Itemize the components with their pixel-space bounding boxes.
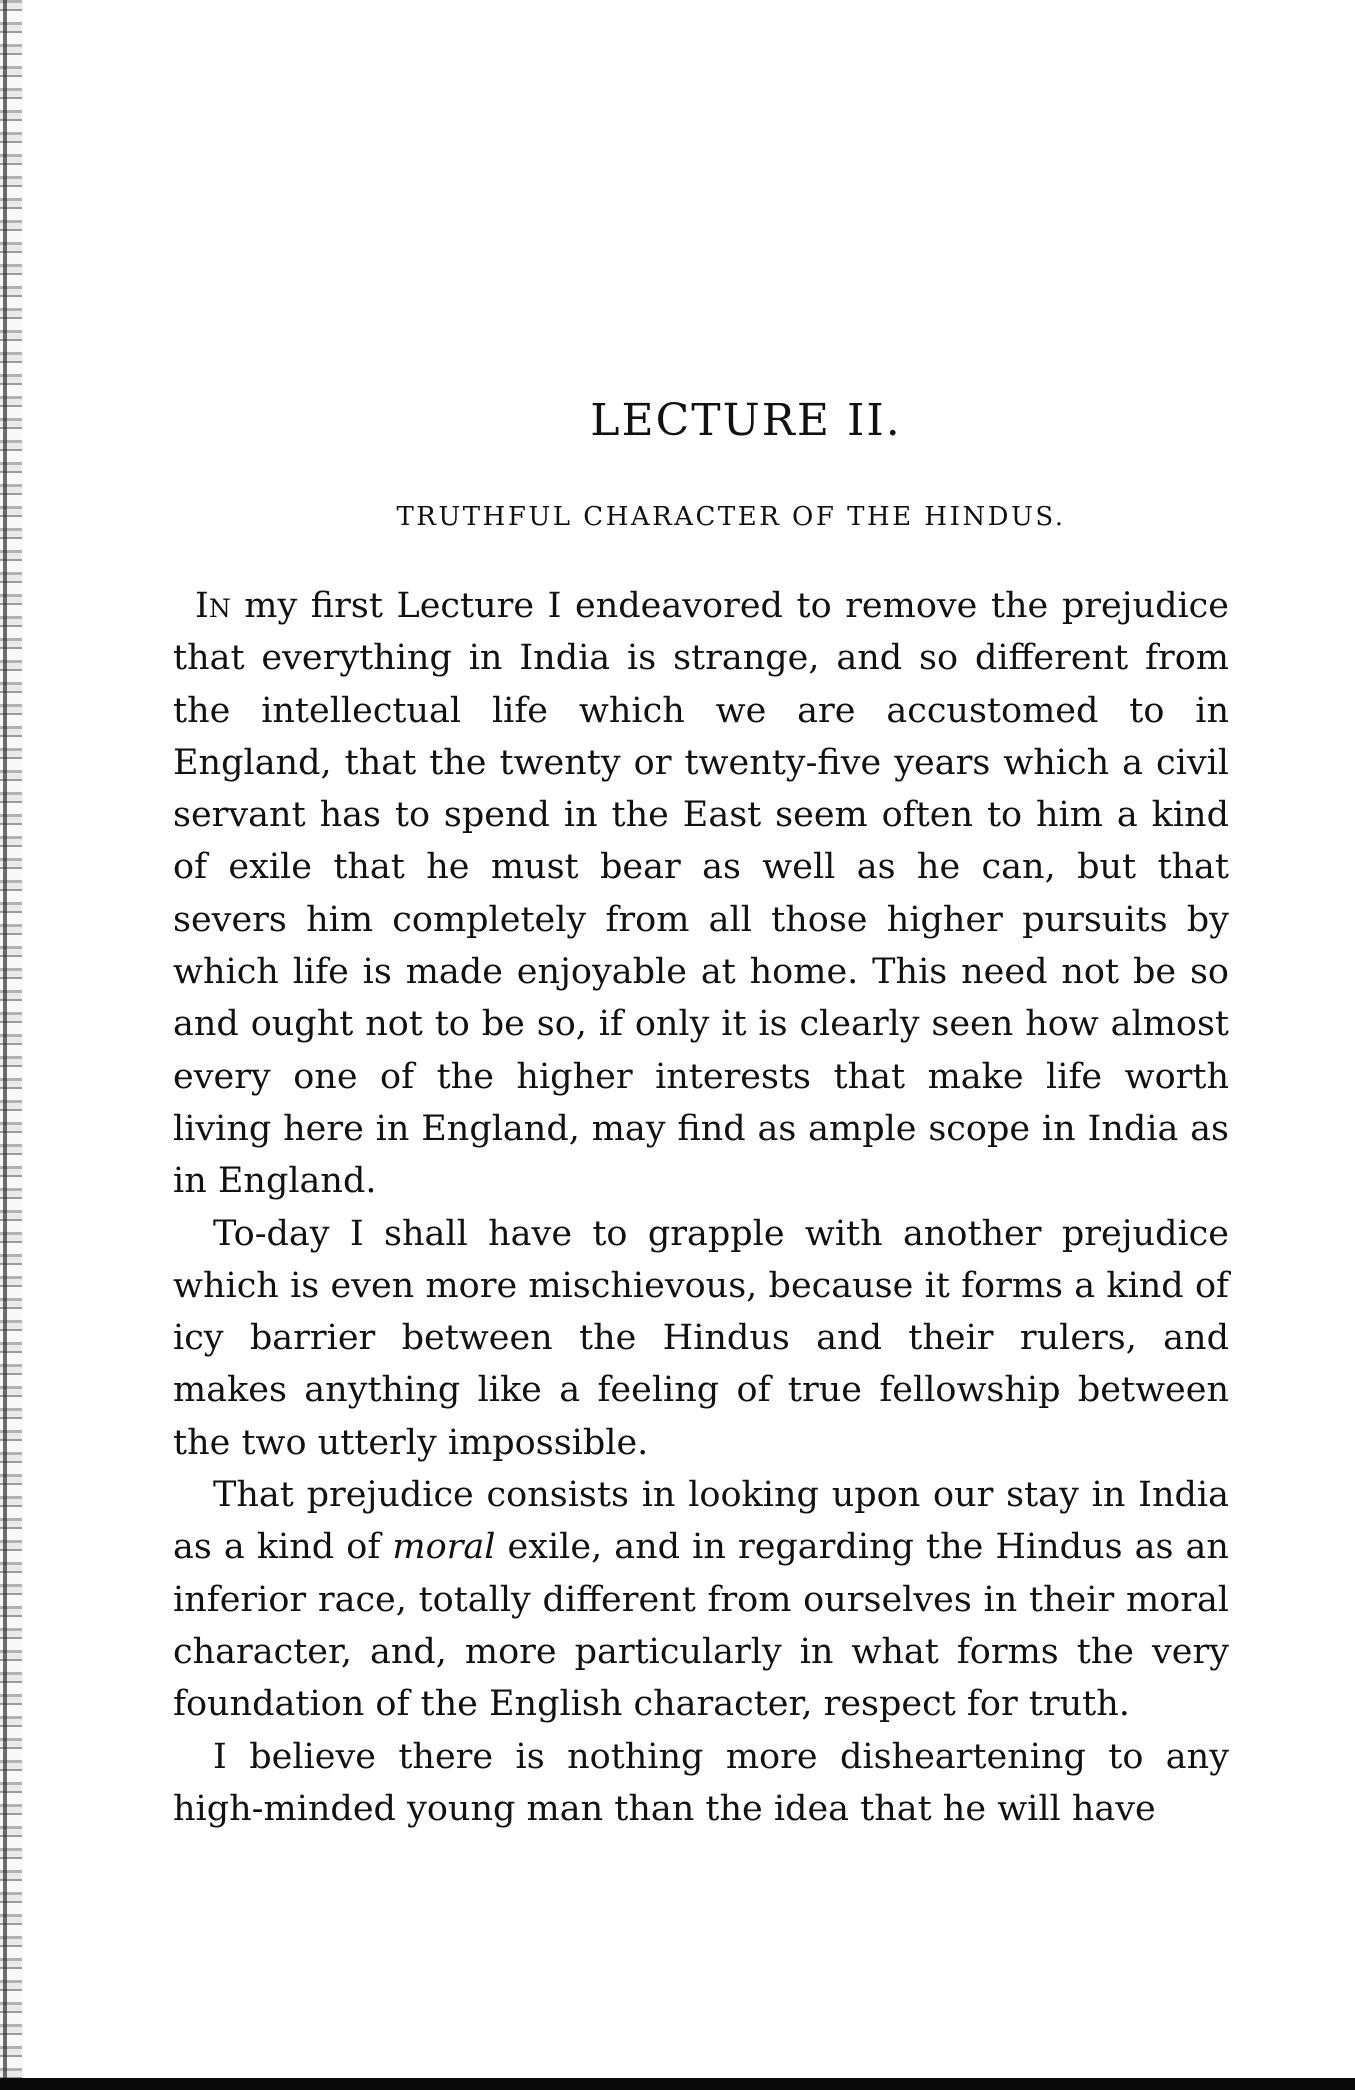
paragraph-4: I believe there is nothing more disheartening to any high-minded young man than the idea that he will have xyxy=(173,1736,1229,1829)
paragraph-3-text-before: That prejudice consists in looking upon our stay in India as a kind of xyxy=(173,1475,1229,1568)
paragraph-3 xyxy=(173,1469,1229,1730)
paragraph-1-lead-word: In xyxy=(195,586,231,626)
paragraph-1-text: my first Lecture I endeavored to remove the prejudice that everything in India is strange, and so different from the intellectual life which we are accustomed to in England, that the twenty or twenty-five years which a civil servant has to spend in the East seem often to him a kind of exile that he must bear as well as he can, but that severs him completely from all those higher pursuits by which life is made enjoyable at home. This need not be so and ought not to be so, if only it is clearly seen how almost every one of the higher interests that make life worth living here in England, may find as ample scope in India as in England. xyxy=(173,586,1229,1202)
lecture-title: LECTURE II. xyxy=(590,395,902,446)
page-content xyxy=(173,395,1229,1835)
scan-bottom-edge xyxy=(0,2078,1355,2090)
paragraph-3-text-after: exile, and in regarding the Hindus as an inferior race, totally different from ourselves in their moral character, and, more particularly in what forms the very foundation of the English character, respect for truth. xyxy=(173,1527,1229,1725)
paragraph-2: To-day I shall have to grapple with another prejudice which is even more mischievous, because it forms a kind of icy barrier between the Hindus and their rulers, and makes anything like a feeling of true fellowship between the two utterly impossible. xyxy=(173,1213,1229,1463)
paragraph-1 xyxy=(173,580,1229,1208)
chapter-title: TRUTHFUL CHARACTER OF THE HINDUS. xyxy=(396,502,1066,532)
paragraph-3-emphasis: moral xyxy=(392,1527,496,1568)
scan-edge-line xyxy=(3,0,7,2090)
